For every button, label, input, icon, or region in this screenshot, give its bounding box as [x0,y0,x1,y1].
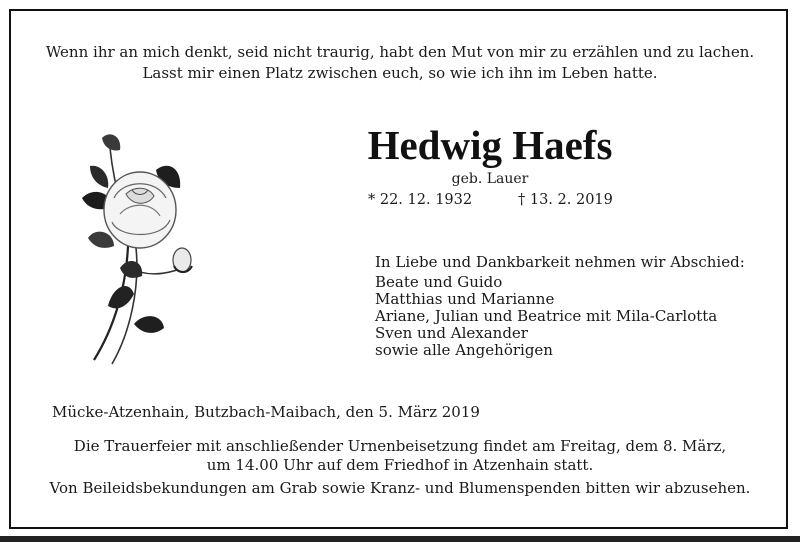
mourners-block [375,254,745,359]
maiden-name: geb. Lauer [451,171,529,187]
service-line-2: um 14.00 Uhr auf dem Friedhof in Atzenhain statt. [206,456,594,474]
birth-date: * 22. 12. 1932 [368,192,473,208]
bottom-rule [0,536,800,542]
mourner-entry: Beate und Guido [375,273,503,291]
mourner-entry: Sven und Alexander [375,324,528,342]
mourners-heading: In Liebe und Dankbarkeit nehmen wir Abschied: [375,253,745,271]
deceased-name: Hedwig Haefs [367,122,613,168]
rose-icon [70,128,210,368]
memorial-quote [0,42,800,84]
service-info [0,437,800,498]
service-line-3: Von Beileidsbekundungen am Grab sowie Kranz- und Blumenspenden bitten wir abzusehen. [49,479,751,497]
place-and-date: Mücke-Atzenhain, Butzbach-Maibach, den 5. März 2019 [52,403,480,421]
mourner-entry: sowie alle Angehörigen [375,341,553,359]
mourner-entry: Ariane, Julian und Beatrice mit Mila-Carlotta [375,307,718,325]
quote-line-1: Wenn ihr an mich denkt, seid nicht traurig, habt den Mut von mir zu erzählen und zu lachen. [45,43,755,61]
mourner-entry: Matthias und Marianne [375,290,555,308]
service-line-1: Die Trauerfeier mit anschließender Urnenbeisetzung findet am Freitag, dem 8. März, [73,437,727,455]
quote-line-2: Lasst mir einen Platz zwischen euch, so wie ich ihn im Leben hatte. [142,64,658,82]
death-date: † 13. 2. 2019 [518,192,613,208]
